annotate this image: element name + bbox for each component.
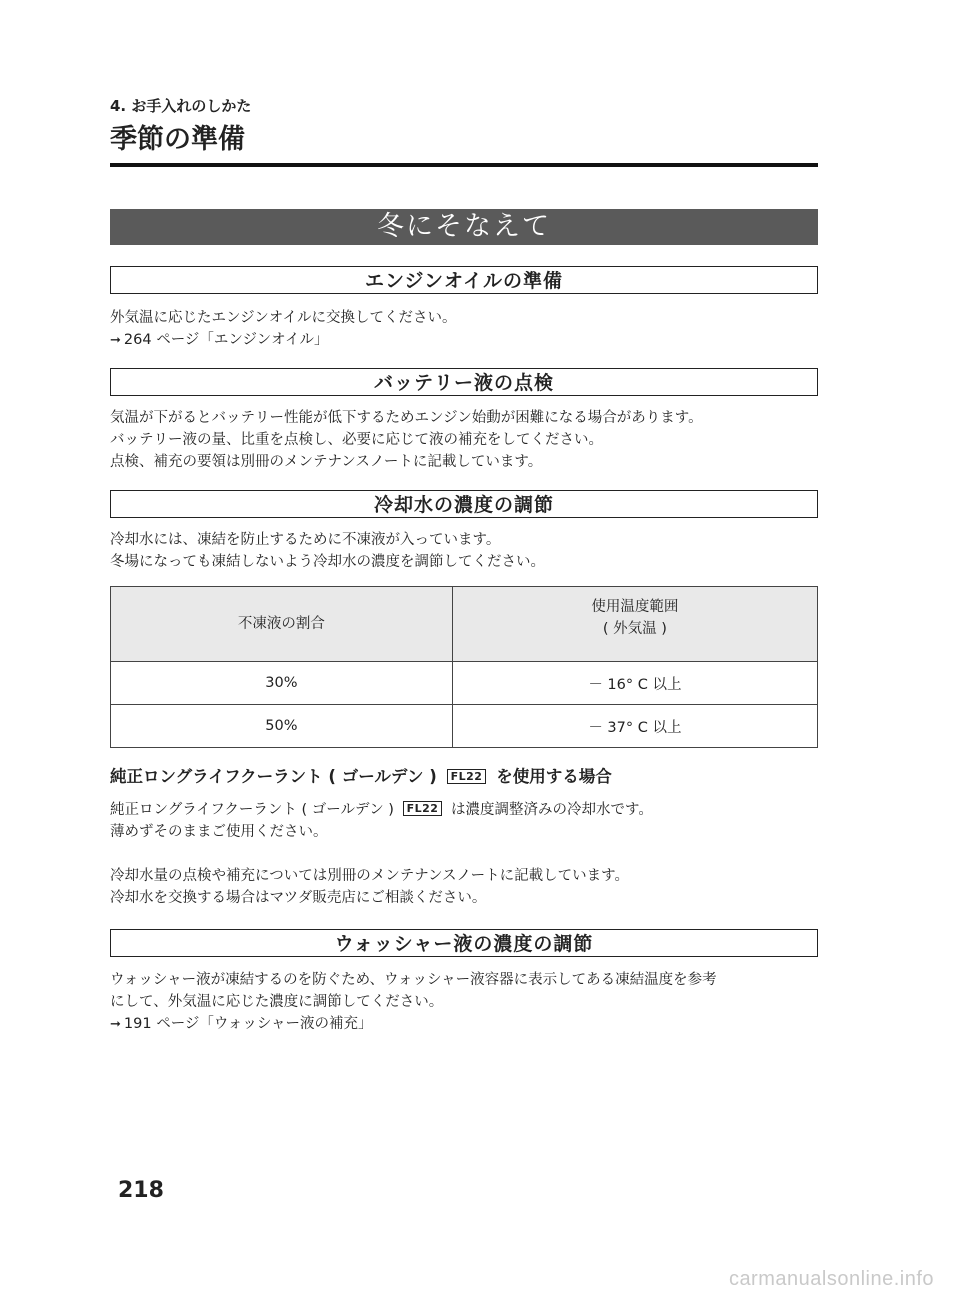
section-banner: 冬にそなえて bbox=[110, 209, 818, 245]
watermark: carmanualsonline.info bbox=[728, 1268, 934, 1290]
genuine-line-text: は濃度調整済みの冷却水です。 bbox=[451, 802, 653, 818]
page-title: 季節の準備 bbox=[110, 124, 245, 155]
coolant-line: 冷却水には、凍結を防止するために不凍液が入っています。 bbox=[110, 532, 501, 548]
engine-oil-reference-text: 264 ページ「エンジンオイル」 bbox=[123, 332, 329, 348]
battery-body bbox=[110, 407, 818, 473]
page-number: 218 bbox=[118, 1178, 164, 1203]
washer-reference[interactable] bbox=[110, 1013, 818, 1036]
chapter-label: 4. お手入れのしかた bbox=[110, 97, 252, 115]
battery-heading: バッテリー液の点検 bbox=[110, 368, 818, 396]
battery-line: バッテリー液の量、比重を点検し、必要に応じて液の補充をしてください。 bbox=[110, 432, 603, 448]
washer-reference-text: 191 ページ「ウォッシャー液の補充」 bbox=[123, 1016, 373, 1032]
fl22-badge: FL22 bbox=[403, 801, 443, 816]
washer-line: にして、外気温に応じた濃度に調節してください。 bbox=[110, 994, 444, 1010]
coolant-heading: 冷却水の濃度の調節 bbox=[110, 490, 818, 518]
table-cell-ratio: 50% bbox=[111, 705, 453, 748]
engine-oil-line: 外気温に応じたエンジンオイルに交換してください。 bbox=[110, 310, 457, 326]
table-row bbox=[111, 662, 818, 705]
genuine-line: 冷却水量の点検や補充については別冊のメンテナンスノートに記載しています。 bbox=[110, 868, 629, 884]
table-header-ratio: 不凍液の割合 bbox=[111, 587, 453, 662]
engine-oil-reference[interactable] bbox=[110, 329, 818, 352]
genuine-coolant-body bbox=[110, 799, 818, 909]
genuine-coolant-heading bbox=[110, 765, 818, 789]
table-header-row bbox=[111, 587, 818, 662]
engine-oil-heading: エンジンオイルの準備 bbox=[110, 266, 818, 294]
battery-line: 点検、補充の要領は別冊のメンテナンスノートに記載しています。 bbox=[110, 454, 543, 470]
coolant-body bbox=[110, 529, 818, 573]
genuine-line bbox=[110, 799, 818, 821]
washer-body bbox=[110, 969, 818, 1036]
table-header-range bbox=[452, 587, 817, 662]
table-header-range-line2: ( 外気温 ) bbox=[602, 621, 667, 637]
table-header-range-line1: 使用温度範囲 bbox=[591, 599, 679, 615]
table-row bbox=[111, 705, 818, 748]
antifreeze-table bbox=[110, 586, 818, 748]
fl22-badge: FL22 bbox=[447, 769, 487, 784]
arrow-right-icon: ➞ bbox=[110, 1017, 121, 1032]
paragraph-gap bbox=[110, 843, 818, 865]
coolant-line: 冬場になっても凍結しないよう冷却水の濃度を調節してください。 bbox=[110, 554, 545, 570]
washer-heading: ウォッシャー液の濃度の調節 bbox=[110, 929, 818, 957]
genuine-line-text: 純正ロングライフクーラント ( ゴールデン ) bbox=[110, 802, 394, 818]
table-cell-range: － 37° C 以上 bbox=[452, 705, 817, 748]
table-cell-ratio: 30% bbox=[111, 662, 453, 705]
genuine-heading-text: 純正ロングライフクーラント ( ゴールデン ) bbox=[110, 767, 437, 786]
title-rule bbox=[110, 163, 818, 167]
washer-line: ウォッシャー液が凍結するのを防ぐため、ウォッシャー液容器に表示してある凍結温度を参考 bbox=[110, 972, 717, 988]
engine-oil-body bbox=[110, 307, 818, 352]
table-cell-range: － 16° C 以上 bbox=[452, 662, 817, 705]
manual-page bbox=[110, 96, 818, 1036]
genuine-line: 薄めずそのままご使用ください。 bbox=[110, 824, 328, 840]
genuine-line: 冷却水を交換する場合はマツダ販売店にご相談ください。 bbox=[110, 890, 487, 906]
genuine-heading-text: を使用する場合 bbox=[496, 767, 612, 786]
battery-line: 気温が下がるとバッテリー性能が低下するためエンジン始動が困難になる場合があります。 bbox=[110, 410, 703, 426]
arrow-right-icon: ➞ bbox=[110, 333, 121, 348]
